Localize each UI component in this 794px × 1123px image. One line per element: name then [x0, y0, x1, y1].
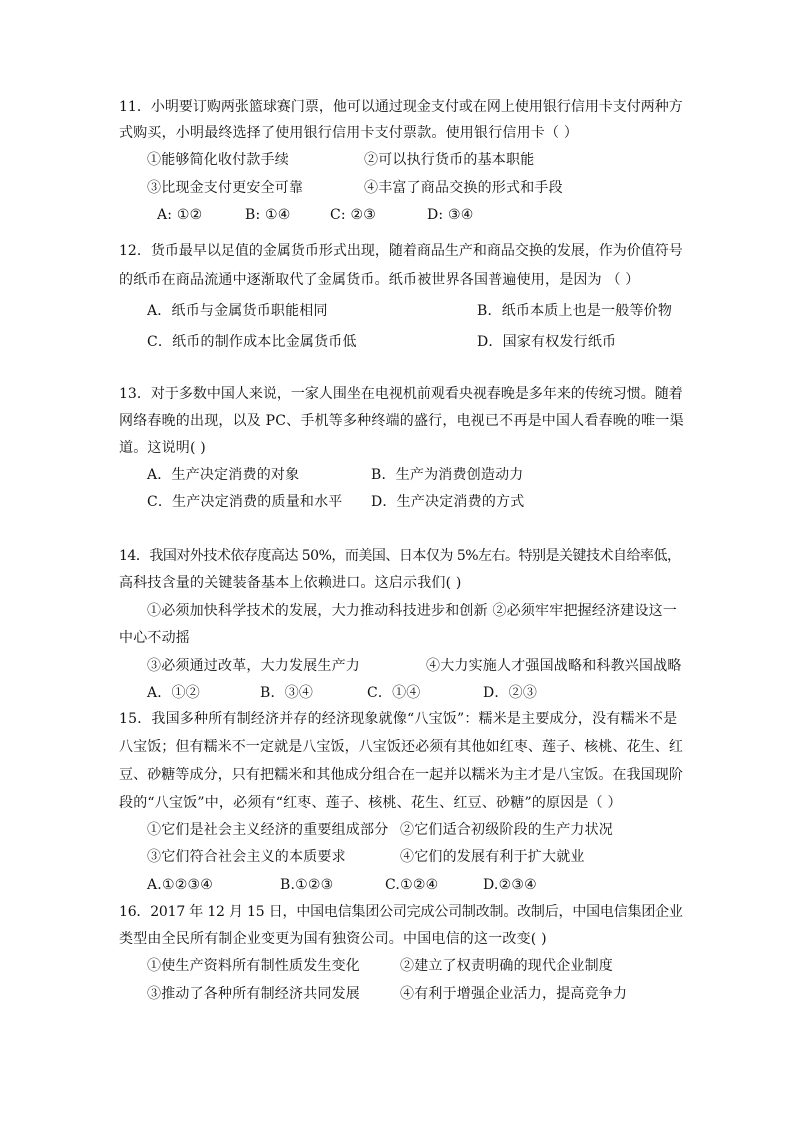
question-14-statement-3: ③必须通过改革，大力发展生产力 [147, 658, 360, 674]
question-11-statement-4: ④丰富了商品交换的形式和手段 [364, 180, 563, 196]
question-15-statement-3: ③它们符合社会主义的本质要求 [147, 849, 346, 865]
question-15-choice-b[interactable]: B.①②③ [280, 877, 334, 893]
question-11-stem-line-1: 11．小明要订购两张篮球赛门票，他可以通过现金支付或在网上使用银行信用卡支付两种方 [119, 99, 683, 115]
question-14-statement-4: ④大力实施人才强国战略和科教兴国战略 [426, 658, 682, 674]
question-14-stem-line-2: 高科技含量的关键装备基本上依赖进口。这启示我们( ) [119, 575, 462, 591]
question-12-choice-d[interactable]: D．国家有权发行纸币 [477, 334, 617, 350]
question-12-stem-line-2: 的纸币在商品流通中逐渐取代了金属货币。纸币被世界各国普遍使用，是因为 （ ） [119, 272, 640, 288]
question-15-choice-c[interactable]: C.①②④ [385, 877, 439, 893]
question-15-statement-2: ②它们适合初级阶段的生产力状况 [400, 822, 613, 838]
question-11-statement-2: ②可以执行货币的基本职能 [364, 152, 535, 168]
question-14-statement-line-2: 中心不动摇 [119, 630, 190, 646]
question-11-stem-line-2: 式购买，小明最终选择了使用银行信用卡支付票款。使用银行信用卡（ ） [119, 125, 579, 141]
question-11-statement-3: ③比现金支付更安全可靠 [147, 180, 304, 196]
question-11-choice-d[interactable]: D: ③④ [427, 207, 474, 223]
question-16-statement-2: ②建立了权责明确的现代企业制度 [400, 958, 613, 974]
question-15-statement-1: ①它们是社会主义经济的重要组成部分 [147, 822, 389, 838]
question-16-statement-4: ④有利于增强企业活力，提高竞争力 [400, 986, 628, 1002]
question-15-stem-line-3: 豆、砂糖等成分，只有把糯米和其他成分组合在一起并以糯米为主才是八宝饭。在我国现阶 [119, 767, 683, 783]
question-13-choice-d[interactable]: D．生产决定消费的方式 [371, 494, 525, 510]
question-16-stem-line-1: 16．2017 年 12 月 15 日，中国电信集团公司完成公司制改制。改制后，中国电信集团企业 [119, 904, 683, 920]
question-13-stem-line-2: 网络春晚的出现，以及 PC、手机等多种终端的盛行，电视已不再是中国人看春晚的唯一渠 [119, 413, 684, 429]
question-14-choice-b[interactable]: B．③④ [260, 685, 314, 701]
question-12-choice-c[interactable]: C．纸币的制作成本比金属货币低 [147, 334, 357, 350]
question-13-stem-line-3: 道。这说明( ) [119, 440, 206, 456]
question-11-choice-a[interactable]: A: ①② [157, 207, 203, 223]
question-11-choice-c[interactable]: C: ②③ [330, 207, 376, 223]
question-15-choice-d[interactable]: D.②③④ [483, 877, 537, 893]
question-13-choice-c[interactable]: C．生产决定消费的质量和水平 [147, 494, 343, 510]
question-11-statement-1: ①能够简化收付款手续 [147, 152, 289, 168]
question-16-statement-3: ③推动了各种所有制经济共同发展 [147, 986, 360, 1002]
question-12-choice-b[interactable]: B．纸币本质上也是一般等价物 [477, 303, 673, 319]
question-15-stem-line-2: 八宝饭；但有糯米不一定就是八宝饭，八宝饭还必须有其他如红枣、莲子、核桃、花生、红 [119, 739, 683, 755]
question-16-stem-line-2: 类型由全民所有制企业变更为国有独资公司。中国电信的这一改变( ) [119, 931, 547, 947]
question-13-choice-b[interactable]: B．生产为消费创造动力 [371, 467, 524, 483]
question-12-choice-a[interactable]: A．纸币与金属货币职能相同 [147, 303, 328, 319]
question-14-stem-line-1: 14．我国对外技术依存度高达 50%，而美国、日本仅为 5%左右。特别是关键技术自给率低， [119, 548, 681, 564]
question-15-stem-line-1: 15．我国多种所有制经济并存的经济现象就像“八宝饭”：糯米是主要成分，没有糯米不是 [119, 711, 678, 727]
question-13-choice-a[interactable]: A．生产决定消费的对象 [147, 467, 300, 483]
question-12-stem-line-1: 12．货币最早以足值的金属货币形式出现，随着商品生产和商品交换的发展，作为价值符号 [119, 243, 683, 259]
question-11-choice-b[interactable]: B: ①④ [245, 207, 291, 223]
question-16-statement-1: ①使生产资料所有制性质发生变化 [147, 958, 360, 974]
question-13-stem-line-1: 13．对于多数中国人来说，一家人围坐在电视机前观看央视春晚是多年来的传统习惯。随着 [119, 386, 683, 402]
question-14-choice-d[interactable]: D．②③ [483, 685, 538, 701]
question-15-statement-4: ④它们的发展有利于扩大就业 [400, 849, 585, 865]
question-15-choice-a[interactable]: A.①②③④ [147, 877, 213, 893]
question-14-statement-line-1: ①必须加快科学技术的发展，大力推动科技进步和创新 ②必须牢牢把握经济建设这一 [147, 603, 678, 619]
question-15-stem-line-4: 段的“八宝饭”中，必须有“红枣、莲子、核桃、花生、红豆、砂糖”的原因是（ ） [119, 795, 622, 811]
question-14-choice-a[interactable]: A．①② [147, 685, 200, 701]
question-14-choice-c[interactable]: C．①④ [367, 685, 421, 701]
